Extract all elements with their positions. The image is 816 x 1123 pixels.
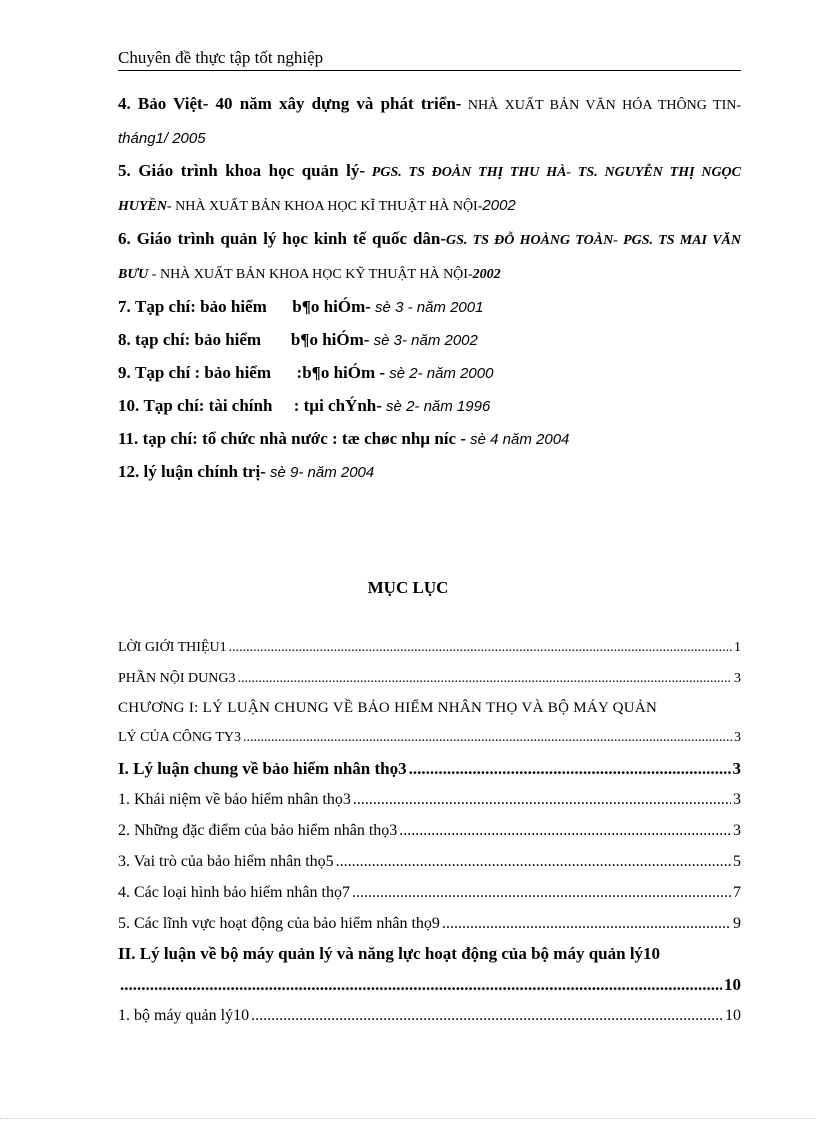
toc-entry[interactable]	[118, 663, 741, 694]
toc-entry-text: 1. bộ máy quản lý10	[118, 1007, 250, 1024]
reference-title: Tạp chí: tài chính	[143, 396, 273, 415]
toc-entry-page: 3	[734, 730, 741, 745]
toc-entry-continuation[interactable]	[118, 722, 741, 753]
reference-title: tạp chí: tổ chức nhà nước : tæ chøc nhµ níc -	[142, 429, 466, 448]
toc-entry-text: LỜI GIỚI THIỆU1	[118, 640, 227, 655]
reference-author: PGS. TS ĐOÀN THỊ THU HÀ- TS. NGUYỄN THỊ NGỌC HUYỀN-	[118, 165, 742, 214]
toc-entry-page: 3	[732, 759, 741, 778]
reference-item	[118, 357, 741, 390]
toc-leader	[237, 663, 732, 694]
toc-title: MỤC LỤC	[367, 578, 449, 597]
reference-number: 6.	[118, 229, 131, 248]
toc-entry-text: 1. Khái niệm về bảo hiểm nhân thọ3	[118, 791, 351, 808]
reference-item	[118, 423, 741, 456]
toc-entry-text: 4. Các loại hình bảo hiểm nhân thọ7	[118, 884, 350, 901]
reference-title: Bảo Việt- 40 năm xây dựng và phát triển-	[137, 94, 462, 113]
reference-number: 7.	[118, 297, 131, 316]
reference-item	[118, 291, 741, 324]
toc-leader	[353, 784, 731, 815]
toc-entry-page: 1	[734, 640, 741, 655]
reference-title: Giáo trình quản lý học kinh tế quốc dân-	[136, 229, 447, 248]
toc-entry[interactable]	[118, 694, 741, 722]
reference-publisher: NHÀ XUẤT BẢN KHOA HỌC KĨ THUẬT HÀ NỘI-	[171, 199, 483, 214]
toc-entry[interactable]	[118, 846, 741, 877]
reference-item	[118, 155, 741, 223]
toc-entry[interactable]	[118, 784, 741, 815]
reference-number: 9.	[118, 363, 131, 382]
reference-date: 2002	[472, 267, 501, 282]
toc-entry[interactable]	[118, 939, 741, 969]
toc-entry[interactable]	[118, 877, 741, 908]
toc-entry[interactable]	[118, 632, 741, 663]
reference-number: 12.	[118, 462, 140, 481]
toc-leader	[243, 722, 732, 753]
reference-number: 11.	[118, 429, 139, 448]
reference-item	[118, 456, 741, 489]
reference-code: b¶o hiÓm-	[292, 297, 371, 316]
reference-title: lý luận chính trị-	[143, 462, 266, 481]
reference-title: Tạp chí : bảo hiểm	[135, 363, 272, 382]
toc-entry[interactable]	[118, 1000, 741, 1031]
toc-entry-page: 3	[734, 671, 741, 686]
toc-entry-continuation[interactable]	[118, 969, 741, 1000]
toc-entry-text: PHẦN NỘI DUNG3	[118, 671, 236, 686]
reference-date: sè 3- năm 2002	[369, 332, 478, 349]
reference-number: 10.	[118, 396, 140, 415]
toc-entry-text: 3. Vai trò của bảo hiểm nhân thọ5	[118, 853, 334, 870]
toc-entry-text: CHƯƠNG I: LÝ LUẬN CHUNG VỀ BẢO HIỂM NHÂN THỌ VÀ BỘ MÁY QUẢN	[118, 700, 658, 716]
toc-entry-page: 10	[724, 975, 741, 994]
toc-entry-text: 2. Những đặc điểm của bảo hiểm nhân thọ3	[118, 822, 398, 839]
reference-title: Tạp chí: bảo hiểm	[135, 297, 267, 316]
reference-item	[118, 324, 741, 357]
reference-code: b¶o hiÓm-	[290, 330, 370, 349]
toc-entry-text: LÝ CỦA CÔNG TY3	[118, 730, 242, 745]
reference-date: sè 2- năm 1996	[381, 398, 491, 415]
reference-title: Giáo trình khoa học quản lý-	[138, 161, 365, 180]
toc-entry-page: 10	[725, 1007, 741, 1024]
toc-entry-text: II. Lý luận về bộ máy quản lý và năng lực hoạt động của bộ máy quản lý10	[118, 944, 661, 963]
table-of-contents	[118, 632, 741, 1031]
toc-entry[interactable]	[118, 908, 741, 939]
reference-date: sè 9- năm 2004	[265, 464, 375, 481]
reference-date: tháng1/ 2005	[118, 130, 206, 147]
reference-code: : tµi chÝnh-	[293, 396, 382, 415]
toc-entry-page: 7	[733, 884, 741, 901]
reference-publisher: NHÀ XUẤT BẢN VĂN HÓA THÔNG TIN-	[461, 98, 741, 113]
toc-leader	[120, 969, 722, 1000]
toc-leader	[229, 632, 732, 663]
toc-entry[interactable]	[118, 753, 741, 784]
reference-date: sè 4 năm 2004	[465, 431, 570, 448]
toc-leader	[409, 753, 731, 784]
toc-leader	[442, 908, 731, 939]
reference-number: 5.	[118, 161, 131, 180]
toc-leader	[399, 815, 731, 846]
reference-code: :b¶o hiÓm -	[296, 363, 386, 382]
reference-date: sè 2- năm 2000	[385, 365, 494, 382]
reference-author: GS. TS ĐỖ HOÀNG TOÀN- PGS. TS MAI VĂN BƯU	[118, 233, 741, 282]
toc-leader	[336, 846, 731, 877]
toc-entry-page: 9	[733, 915, 741, 932]
reference-number: 4.	[118, 94, 131, 113]
reference-item	[118, 390, 741, 423]
toc-entry-page: 5	[733, 853, 741, 870]
reference-item	[118, 88, 741, 155]
reference-publisher: - NHÀ XUẤT BẢN KHOA HỌC KỸ THUẬT HÀ NỘI-	[148, 267, 473, 282]
toc-leader	[352, 877, 731, 908]
toc-entry-page: 3	[733, 822, 741, 839]
toc-entry[interactable]	[118, 815, 741, 846]
toc-leader	[251, 1000, 723, 1031]
reference-item	[118, 223, 741, 291]
reference-list	[118, 88, 741, 489]
toc-entry-page: 3	[733, 791, 741, 808]
reference-date: sè 3 - năm 2001	[370, 299, 484, 316]
page-bottom-divider	[0, 1118, 816, 1119]
reference-date: 2002	[482, 197, 516, 214]
reference-title: tạp chí: bảo hiểm	[135, 330, 262, 349]
toc-entry-text: 5. Các lĩnh vực hoạt động của bảo hiểm nhân thọ9	[118, 915, 440, 932]
reference-number: 8.	[118, 330, 131, 349]
page-header: Chuyên đề thực tập tốt nghiệp	[118, 48, 741, 71]
toc-entry-text: I. Lý luận chung về bảo hiểm nhân thọ3	[118, 759, 407, 778]
